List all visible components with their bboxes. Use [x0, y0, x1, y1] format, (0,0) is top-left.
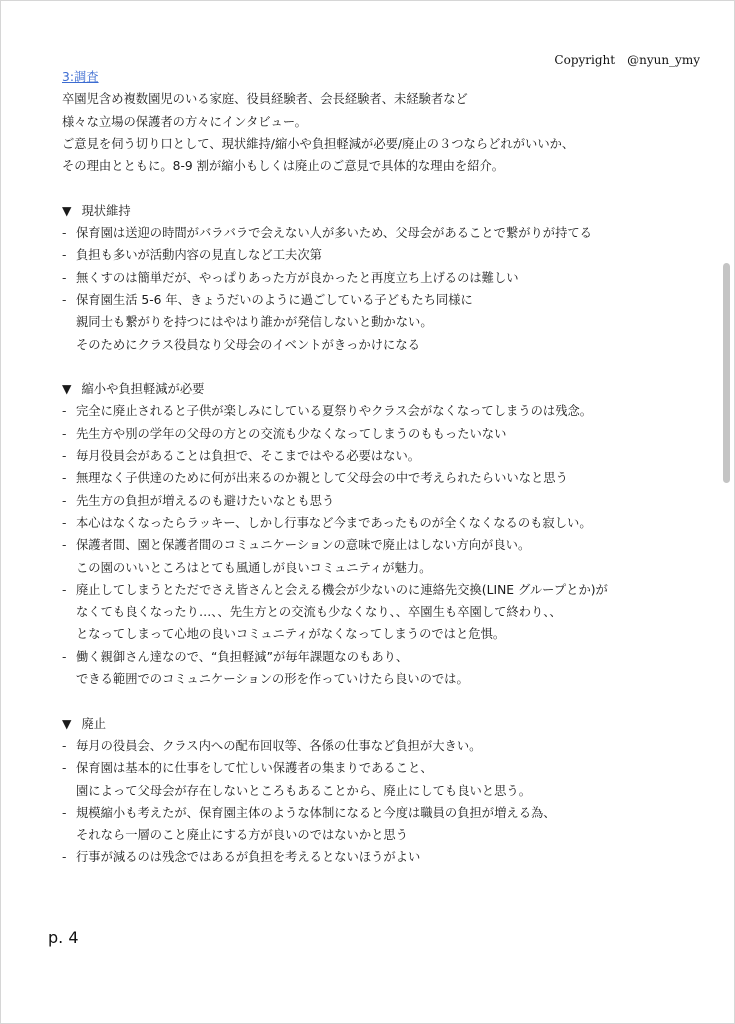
bullet-line: なくても良くなったり…、、先生方との交流も少なくなり、、卒園生も卒園して終わり、、: [76, 605, 562, 620]
bullet-line: 廃止してしまうとただでさえ皆さんと会える機会が少ないのに連絡先交換(LINE グループとか)が: [76, 582, 608, 597]
copyright-text: Copyright @nyun_ymy: [554, 53, 700, 67]
bullet-line: そのためにクラス役員なり父母会のイベントがきっかけになる: [76, 337, 420, 352]
dash-bullet-icon: -: [62, 493, 67, 508]
bullet-line: となってしまって心地の良いコミュニティがなくなってしまうのではと危惧。: [76, 627, 506, 642]
bullet-line: 無くすのは簡単だが、やっぱりあった方が良かったと再度立ち上げるのは難しい: [76, 270, 519, 285]
bullet-item: [62, 267, 712, 289]
bullet-line: 先生方や別の学年の父母の方との交流も少なくなってしまうのももったいない: [76, 426, 507, 441]
section-spacer: [62, 177, 712, 199]
dash-bullet-icon: -: [62, 426, 67, 441]
dash-bullet-icon: -: [62, 404, 67, 419]
bullet-line: 園によって父母会が存在しないところもあることから、廃止にしても良いと思う。: [76, 783, 531, 798]
dash-bullet-icon: -: [62, 270, 67, 285]
bullet-item: [62, 579, 712, 646]
bullet-line: この園のいいところはとても風通しが良いコミュニティが魅力。: [76, 560, 432, 575]
bullet-item: [62, 423, 712, 445]
bullet-item: [62, 646, 712, 691]
dash-bullet-icon: -: [62, 248, 67, 263]
section-spacer: [62, 690, 712, 712]
bullet-line: 負担も多いが活動内容の見直しなど工夫次第: [76, 248, 322, 263]
bullet-line: 保育園は基本的に仕事をして忙しい保護者の集まりであること、: [76, 761, 433, 776]
bullet-line: 先生方の負担が増えるのも避けたいなとも思う: [76, 493, 335, 508]
dash-bullet-icon: -: [62, 449, 67, 464]
dash-bullet-icon: -: [62, 738, 67, 753]
intro-paragraph: [62, 88, 712, 177]
bullet-line: 完全に廃止されると子供が楽しみにしている夏祭りやクラス会がなくなってしまうのは残念。: [76, 404, 593, 419]
dash-bullet-icon: -: [62, 850, 67, 865]
dash-bullet-icon: -: [62, 515, 67, 530]
dash-bullet-icon: -: [62, 761, 67, 776]
dash-bullet-icon: -: [62, 805, 67, 820]
dash-bullet-icon: -: [62, 226, 67, 241]
bullet-line: 行事が減るのは残念ではあるが負担を考えるとないほうがよい: [76, 850, 421, 865]
bullet-item: [62, 846, 712, 868]
section-heading-text: 縮小や負担軽減が必要: [81, 382, 205, 397]
triangle-down-icon: ▼: [62, 716, 72, 731]
dash-bullet-icon: -: [62, 538, 67, 553]
section-heading-text: 廃止: [81, 716, 107, 731]
bullet-item: [62, 490, 712, 512]
sections-container: [62, 177, 712, 868]
vertical-scrollbar[interactable]: [723, 263, 730, 483]
triangle-down-icon: ▼: [62, 382, 72, 397]
bullet-item: [62, 735, 712, 757]
section-heading: [62, 378, 712, 400]
bullet-item: [62, 534, 712, 579]
bullet-item: [62, 289, 712, 356]
bullet-line: 毎月役員会があることは負担で、そこまではやる必要はない。: [76, 449, 421, 464]
bullet-line: 親同士も繋がりを持つにはやはり誰かが発信しないと動かない。: [76, 315, 433, 330]
bullet-line: 保護者間、園と保護者間のコミュニケーションの意味で廃止はしない方向が良い。: [76, 538, 531, 553]
section-heading: [62, 200, 712, 222]
bullet-line: 保育園は送迎の時間がバラバラで会えない人が多いため、父母会があることで繋がりが持てる: [76, 226, 592, 241]
intro-line: 様々な立場の保護者の方々にインタビュー。: [62, 114, 307, 129]
section-title-link[interactable]: 3:調査: [62, 70, 99, 84]
triangle-down-icon: ▼: [62, 203, 72, 218]
document-body: [62, 66, 712, 869]
dash-bullet-icon: -: [62, 471, 67, 486]
dash-bullet-icon: -: [62, 649, 67, 664]
bullet-item: [62, 512, 712, 534]
intro-line: その理由とともに。8-9 割が縮小もしくは廃止のご意見で具体的な理由を紹介。: [62, 159, 505, 174]
bullet-line: 毎月の役員会、クラス内への配布回収等、各係の仕事など負担が大きい。: [76, 738, 482, 753]
section-heading-text: 現状維持: [81, 203, 131, 218]
page-number: p. 4: [48, 928, 79, 947]
section-heading: [62, 713, 712, 735]
bullet-line: それなら一層のこと廃止にする方が良いのではないかと思う: [76, 828, 409, 843]
dash-bullet-icon: -: [62, 292, 67, 307]
bullet-line: 規模縮小も考えたが、保育園主体のような体制になると今度は職員の負担が増える為、: [76, 805, 556, 820]
bullet-line: できる範囲でのコミュニケーションの形を作っていけたら良いのでは。: [76, 672, 469, 687]
bullet-item: [62, 400, 712, 422]
intro-line: 卒園児含め複数園児のいる家庭、役員経験者、会長経験者、未経験者など: [62, 92, 468, 107]
intro-line: ご意見を伺う切り口として、現状維持/縮小や負担軽減が必要/廃止の３つならどれがいいか、: [62, 136, 575, 151]
bullet-item: [62, 757, 712, 802]
bullet-line: 保育園生活 5-6 年、きょうだいのように過ごしている子どもたち同様に: [76, 292, 473, 307]
bullet-line: 無理なく子供達のために何が出来るのか親として父母会の中で考えられたらいいなと思う: [76, 471, 568, 486]
dash-bullet-icon: -: [62, 582, 67, 597]
bullet-line: 本心はなくなったらラッキー、しかし行事など今まであったものが全くなくなるのも寂しい。: [76, 515, 592, 530]
bullet-item: [62, 244, 712, 266]
bullet-line: 働く親御さん達なので、“負担軽減”が毎年課題なのもあり、: [76, 649, 409, 664]
section-spacer: [62, 356, 712, 378]
bullet-item: [62, 445, 712, 467]
bullet-item: [62, 222, 712, 244]
bullet-item: [62, 467, 712, 489]
bullet-item: [62, 802, 712, 847]
